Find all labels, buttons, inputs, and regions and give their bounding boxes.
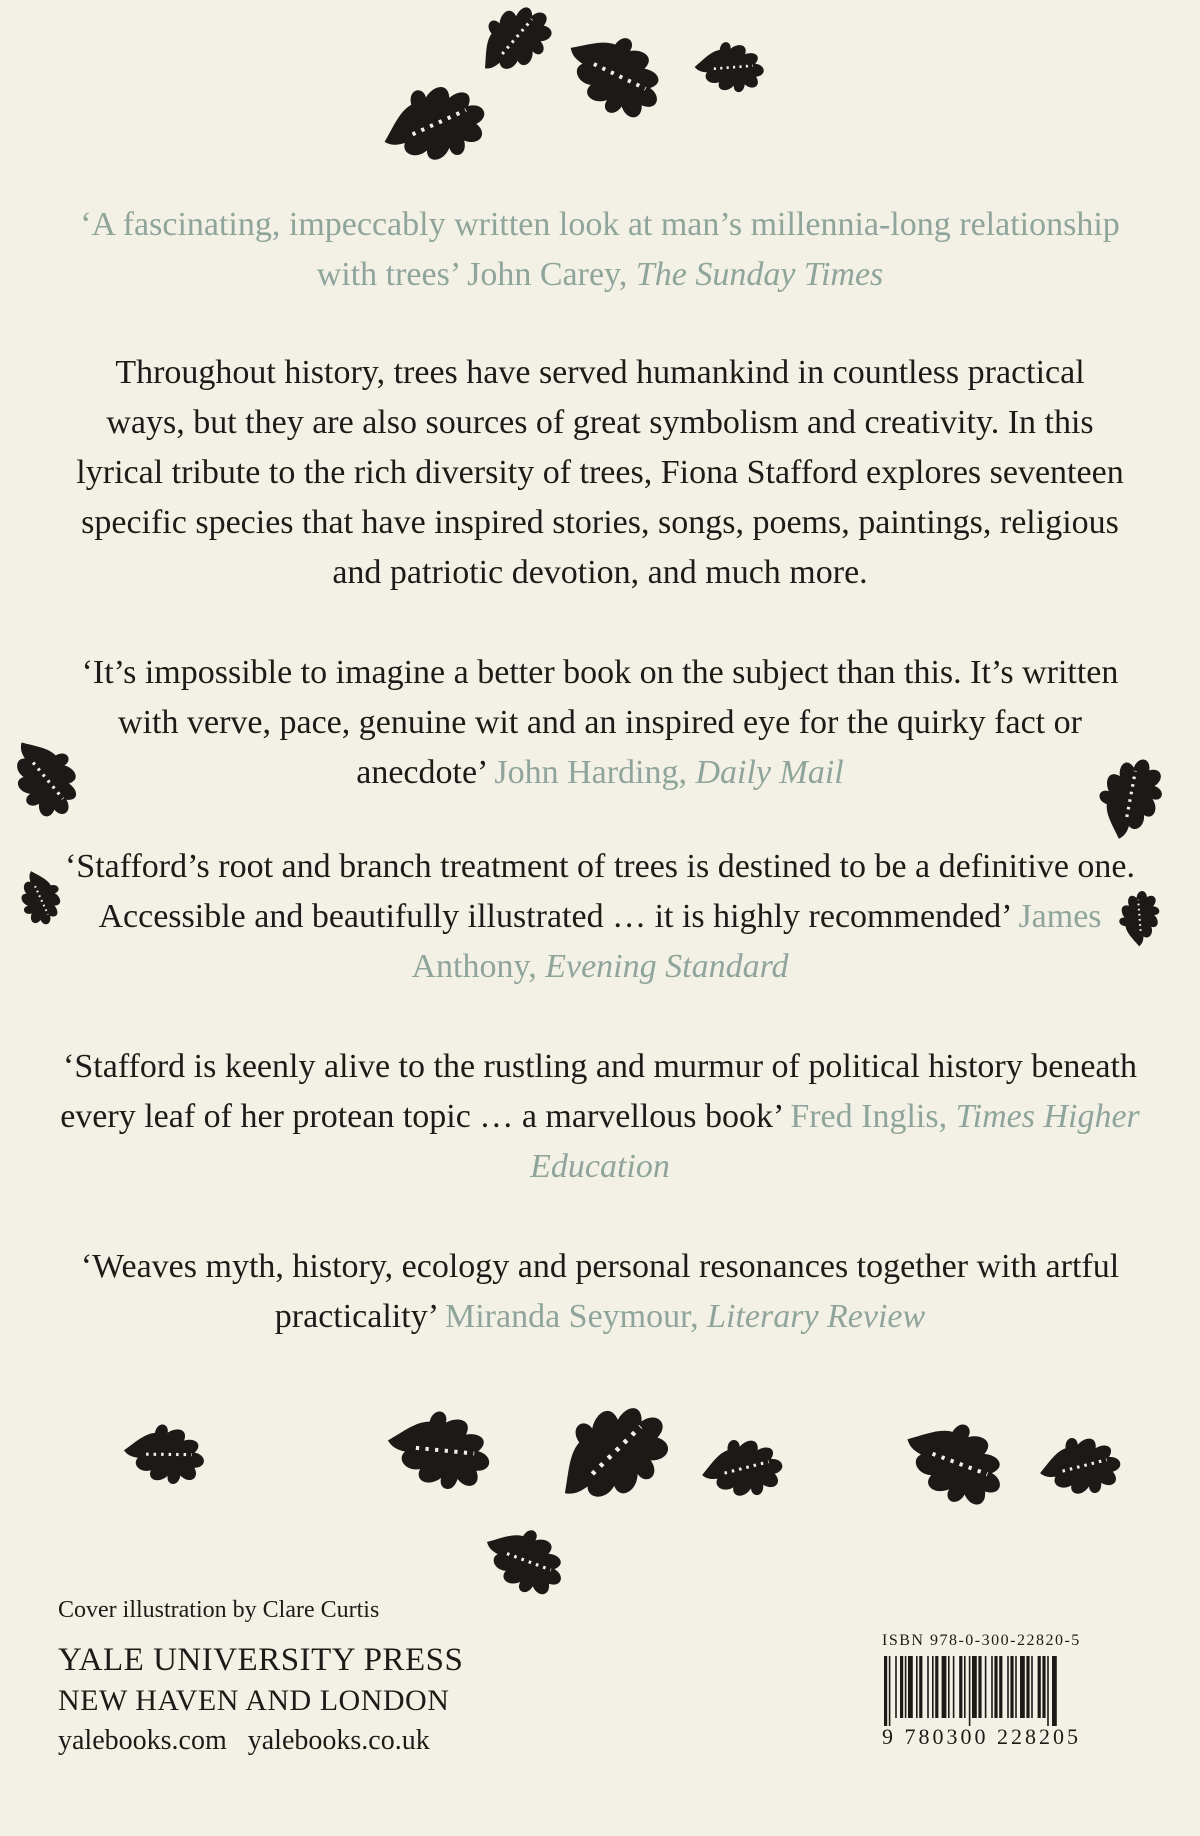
- review-text: ‘It’s impossible to imagine a better book on the subject than this. It’s written with verve, pace, genuine wit and an inspired eye for the quirky fact or anecdote’: [81, 654, 1119, 791]
- oak-leaf-icon: [890, 1418, 1020, 1508]
- review-author: James Anthony,: [411, 898, 1102, 985]
- review-publication: Evening Standard: [545, 948, 789, 985]
- review-text: ‘Weaves myth, history, ecology and personal resonances together with artful practicality’: [80, 1248, 1120, 1335]
- barcode-bar: [994, 1656, 997, 1718]
- barcode-bar: [1052, 1656, 1057, 1726]
- review-publication: Literary Review: [707, 1298, 926, 1335]
- barcode-bar: [953, 1656, 955, 1718]
- lead-quote-publication: The Sunday Times: [635, 256, 884, 293]
- publisher-location: NEW HAVEN AND LONDON: [58, 1684, 450, 1717]
- review-quote: [60, 842, 1140, 992]
- barcode-bar: [1026, 1656, 1029, 1718]
- oak-leaf-icon: [1026, 1432, 1136, 1502]
- oak-leaf-icon: [548, 1400, 678, 1510]
- oak-leaf-icon: [470, 5, 560, 75]
- book-description: Throughout history, trees have served humankind in countless practical ways, but they are also sources of great symbolism and creativity. In this lyrical tribute to the rich diversity of trees, Fiona Stafford explores seventeen specific species that have inspired stories, songs, poems, paintings, religious and patriotic devotion, and much more.: [76, 354, 1124, 591]
- review-quote: [60, 1242, 1140, 1342]
- oak-leaf-icon: [120, 1420, 210, 1490]
- lead-quote-text: ‘A fascinating, impeccably written look at man’s millennia-long relationship with trees’: [80, 206, 1120, 293]
- review-publication: Daily Mail: [695, 754, 844, 791]
- barcode-bar: [889, 1656, 891, 1726]
- barcode-bar: [1007, 1656, 1009, 1718]
- barcode-bar: [895, 1656, 897, 1718]
- isbn-label: ISBN 978-0-300-22820-5: [882, 1632, 1081, 1649]
- barcode-bar: [900, 1656, 903, 1718]
- publisher-urls: yalebooks.com yalebooks.co.uk: [58, 1725, 430, 1756]
- isbn-digits: 9 780300 228205: [882, 1724, 1081, 1749]
- barcode-bar: [932, 1656, 934, 1718]
- barcode-bar: [935, 1656, 938, 1718]
- review-author: John Harding,: [494, 754, 687, 791]
- review-quote: [60, 648, 1140, 798]
- oak-leaf-icon: [360, 1406, 520, 1496]
- barcode-bar: [927, 1656, 929, 1718]
- barcode-bar: [1047, 1656, 1049, 1726]
- barcode-bar: [1010, 1656, 1013, 1718]
- barcode-bar: [969, 1656, 971, 1726]
- barcode-bar: [1020, 1656, 1025, 1718]
- oak-leaf-icon: [360, 80, 510, 170]
- barcode-bar: [985, 1656, 987, 1718]
- oak-leaf-icon: [560, 30, 670, 120]
- barcode-bar: [1015, 1656, 1017, 1718]
- barcode-bar: [999, 1656, 1002, 1718]
- barcode-bar: [991, 1656, 993, 1718]
- barcode-bar: [959, 1656, 962, 1718]
- lead-quote-author: John Carey,: [467, 256, 628, 293]
- barcode-bar: [905, 1656, 907, 1718]
- oak-leaf-icon: [688, 1434, 798, 1504]
- barcode-bar: [948, 1656, 950, 1718]
- barcode-bar: [972, 1656, 977, 1718]
- cover-credit: Cover illustration by Clare Curtis: [58, 1597, 380, 1623]
- barcode-bar: [884, 1656, 887, 1726]
- lead-quote: [60, 200, 1140, 300]
- barcode-bar: [964, 1656, 966, 1718]
- oak-leaf-icon: [680, 38, 780, 98]
- review-text: ‘Stafford’s root and branch treatment of trees is destined to be a definitive one. Accessible and beautifully illustrated … it is highly recommended’: [64, 848, 1136, 935]
- review-quote: [60, 1042, 1140, 1192]
- barcode-bar: [942, 1656, 947, 1718]
- barcode-bar: [978, 1656, 981, 1718]
- review-author: Miranda Seymour,: [445, 1298, 699, 1335]
- review-text: ‘Stafford is keenly alive to the rustling and murmur of political history beneath every leaf of her protean topic … a marvellous book’: [60, 1048, 1137, 1135]
- review-author: Fred Inglis,: [790, 1098, 948, 1135]
- publisher-name: YALE UNIVERSITY PRESS: [58, 1642, 464, 1678]
- barcode-bar: [1042, 1656, 1045, 1718]
- barcode-bar: [1038, 1656, 1041, 1718]
- barcode-bar: [916, 1656, 918, 1718]
- barcode-bar: [908, 1656, 913, 1718]
- barcode-bar: [919, 1656, 922, 1718]
- barcode-icon: [880, 1656, 1116, 1726]
- review-publication: Times Higher Education: [530, 1098, 1140, 1185]
- barcode-bar: [1031, 1656, 1033, 1718]
- oak-leaf-icon: [480, 1516, 570, 1606]
